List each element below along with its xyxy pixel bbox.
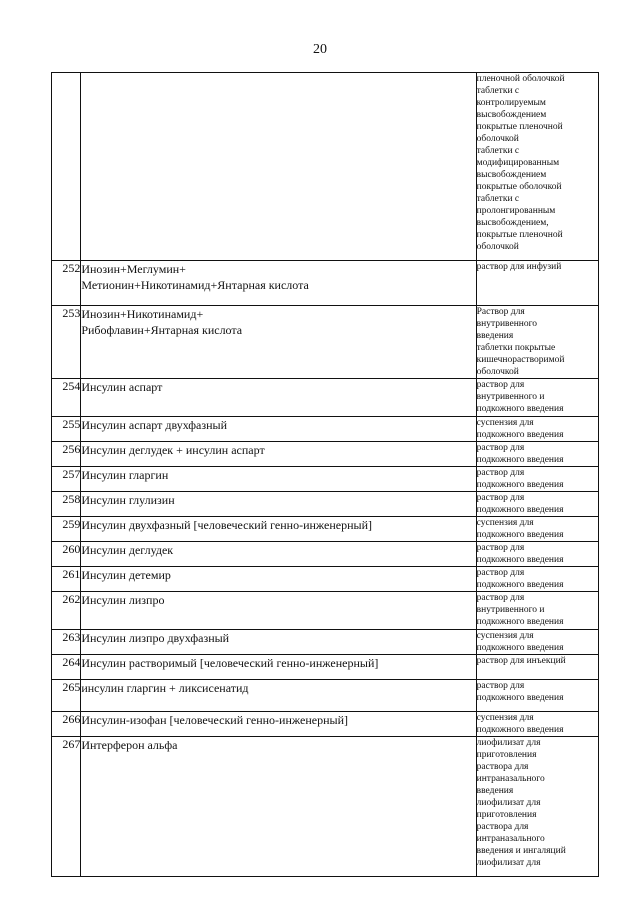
row-number: 261 bbox=[52, 567, 81, 592]
drug-name-cell bbox=[81, 630, 476, 655]
dosage-form-line: раствор для bbox=[476, 593, 525, 603]
drug-name-line: Инсулин деглудек + инсулин аспарт bbox=[81, 443, 265, 457]
drug-name-line: Инсулин деглудек bbox=[81, 543, 174, 557]
dosage-form-cell bbox=[476, 712, 598, 737]
dosage-form-line: Раствор для bbox=[476, 307, 525, 317]
dosage-form-line: суспензия для bbox=[476, 418, 534, 428]
dosage-form-cell bbox=[476, 442, 598, 467]
table-row bbox=[52, 492, 599, 517]
row-number: 263 bbox=[52, 630, 81, 655]
drug-name-line: Рибофлавин+Янтарная кислота bbox=[81, 323, 243, 337]
drug-name-cell bbox=[81, 417, 476, 442]
dosage-form-line: подкожного введения bbox=[476, 555, 564, 565]
row-number: 255 bbox=[52, 417, 81, 442]
dosage-form-line: раствор для bbox=[476, 468, 525, 478]
drug-name-cell bbox=[81, 379, 476, 417]
dosage-form-line: кишечнорастворимой bbox=[476, 355, 565, 365]
dosage-form-line: лиофилизат для bbox=[476, 858, 541, 868]
table-row bbox=[52, 567, 599, 592]
row-number: 256 bbox=[52, 442, 81, 467]
drug-name-line: Инозин+Меглумин+ bbox=[81, 262, 186, 276]
drug-table bbox=[51, 72, 599, 877]
dosage-form-line: пролонгированным bbox=[476, 206, 556, 216]
dosage-form-line: покрытые пленочной bbox=[476, 122, 563, 132]
dosage-form-line: таблетки с bbox=[476, 86, 520, 96]
dosage-form-line: подкожного введения bbox=[476, 580, 564, 590]
dosage-form-line: пленочной оболочкой bbox=[476, 74, 565, 84]
dosage-form-cell bbox=[476, 517, 598, 542]
table-row bbox=[52, 417, 599, 442]
dosage-form-line: таблетки с bbox=[476, 194, 520, 204]
drug-name-cell bbox=[81, 261, 476, 306]
drug-name-line: Инсулин гларгин bbox=[81, 468, 169, 482]
dosage-form-cell bbox=[476, 73, 598, 261]
dosage-form-line: раствор для bbox=[476, 543, 525, 553]
row-number: 258 bbox=[52, 492, 81, 517]
dosage-form-cell bbox=[476, 630, 598, 655]
table-row bbox=[52, 630, 599, 655]
dosage-form-line: интраназального bbox=[476, 834, 545, 844]
row-number bbox=[52, 73, 81, 261]
drug-name-cell bbox=[81, 592, 476, 630]
drug-name-cell bbox=[81, 567, 476, 592]
dosage-form-line: суспензия для bbox=[476, 713, 534, 723]
dosage-form-line: лиофилизат для bbox=[476, 798, 541, 808]
dosage-form-line: раствор для инфузий bbox=[476, 262, 562, 272]
dosage-form-line: приготовления bbox=[476, 810, 537, 820]
dosage-form-cell bbox=[476, 592, 598, 630]
dosage-form-line: таблетки с bbox=[476, 146, 520, 156]
row-number: 254 bbox=[52, 379, 81, 417]
drug-name-cell bbox=[81, 712, 476, 737]
dosage-form-line: суспензия для bbox=[476, 518, 534, 528]
dosage-form-line: высвобождением bbox=[476, 170, 547, 180]
dosage-form-line: подкожного введения bbox=[476, 430, 564, 440]
dosage-form-cell bbox=[476, 467, 598, 492]
drug-name-line: Инсулин аспарт двухфазный bbox=[81, 418, 228, 432]
table-row bbox=[52, 261, 599, 306]
dosage-form-line: приготовления bbox=[476, 750, 537, 760]
row-number: 260 bbox=[52, 542, 81, 567]
dosage-form-line: внутривенного bbox=[476, 319, 538, 329]
row-number: 265 bbox=[52, 680, 81, 712]
dosage-form-line: раствор для инъекций bbox=[476, 656, 566, 666]
dosage-form-line: подкожного введения bbox=[476, 643, 564, 653]
row-number: 267 bbox=[52, 737, 81, 877]
dosage-form-line: подкожного введения bbox=[476, 530, 564, 540]
dosage-form-line: раствор для bbox=[476, 681, 525, 691]
dosage-form-cell bbox=[476, 567, 598, 592]
dosage-form-line: оболочкой bbox=[476, 242, 519, 252]
table-row bbox=[52, 655, 599, 680]
dosage-form-cell bbox=[476, 306, 598, 379]
dosage-form-line: введения bbox=[476, 331, 514, 341]
table-row bbox=[52, 517, 599, 542]
dosage-form-line: раствора для bbox=[476, 762, 529, 772]
drug-name-cell bbox=[81, 542, 476, 567]
dosage-form-line: раствор для bbox=[476, 443, 525, 453]
drug-name-line: Инсулин глулизин bbox=[81, 493, 175, 507]
dosage-form-line: таблетки покрытые bbox=[476, 343, 556, 353]
table-row bbox=[52, 379, 599, 417]
dosage-form-line: подкожного введения bbox=[476, 404, 564, 414]
row-number: 264 bbox=[52, 655, 81, 680]
dosage-form-line: подкожного введения bbox=[476, 455, 564, 465]
row-number: 262 bbox=[52, 592, 81, 630]
table-row bbox=[52, 467, 599, 492]
drug-table-body bbox=[52, 73, 599, 877]
drug-name-cell bbox=[81, 492, 476, 517]
dosage-form-line: покрытые пленочной bbox=[476, 230, 563, 240]
dosage-form-cell bbox=[476, 261, 598, 306]
table-row bbox=[52, 542, 599, 567]
drug-name-line: Инозин+Никотинамид+ bbox=[81, 307, 204, 321]
dosage-form-line: введения и ингаляций bbox=[476, 846, 566, 856]
dosage-form-line: раствор для bbox=[476, 380, 525, 390]
dosage-form-cell bbox=[476, 737, 598, 877]
dosage-form-line: подкожного введения bbox=[476, 725, 564, 735]
row-number: 252 bbox=[52, 261, 81, 306]
drug-name-cell bbox=[81, 737, 476, 877]
dosage-form-cell bbox=[476, 417, 598, 442]
table-row bbox=[52, 73, 599, 261]
dosage-form-line: оболочкой bbox=[476, 367, 519, 377]
drug-name-line: Инсулин двухфазный [человеческий генно-инженерный] bbox=[81, 518, 373, 532]
drug-name-cell bbox=[81, 73, 476, 261]
dosage-form-line: лиофилизат для bbox=[476, 738, 541, 748]
dosage-form-cell bbox=[476, 379, 598, 417]
drug-name-cell bbox=[81, 655, 476, 680]
drug-name-line: Инсулин аспарт bbox=[81, 380, 163, 394]
row-number: 259 bbox=[52, 517, 81, 542]
table-row bbox=[52, 306, 599, 379]
table-row bbox=[52, 737, 599, 877]
dosage-form-line: подкожного введения bbox=[476, 617, 564, 627]
drug-name-cell bbox=[81, 680, 476, 712]
dosage-form-line: модифицированным bbox=[476, 158, 560, 168]
dosage-form-cell bbox=[476, 655, 598, 680]
dosage-form-line: раствор для bbox=[476, 568, 525, 578]
table-row bbox=[52, 680, 599, 712]
drug-name-line: Инсулин лизпро bbox=[81, 593, 165, 607]
table-row bbox=[52, 712, 599, 737]
dosage-form-cell bbox=[476, 542, 598, 567]
drug-name-cell bbox=[81, 442, 476, 467]
dosage-form-line: суспензия для bbox=[476, 631, 534, 641]
drug-name-line: Инсулин растворимый [человеческий генно-инженерный] bbox=[81, 656, 379, 670]
dosage-form-line: подкожного введения bbox=[476, 693, 564, 703]
dosage-form-line: контролируемым bbox=[476, 98, 546, 108]
dosage-form-line: раствора для bbox=[476, 822, 529, 832]
dosage-form-line: высвобождением bbox=[476, 110, 547, 120]
drug-name-cell bbox=[81, 517, 476, 542]
dosage-form-line: покрытые оболочкой bbox=[476, 182, 562, 192]
dosage-form-cell bbox=[476, 492, 598, 517]
drug-name-cell bbox=[81, 467, 476, 492]
row-number: 266 bbox=[52, 712, 81, 737]
dosage-form-line: высвобождением, bbox=[476, 218, 549, 228]
dosage-form-cell bbox=[476, 680, 598, 712]
dosage-form-line: подкожного введения bbox=[476, 505, 564, 515]
drug-name-cell bbox=[81, 306, 476, 379]
dosage-form-line: подкожного введения bbox=[476, 480, 564, 490]
drug-name-line: Инсулин-изофан [человеческий генно-инженерный] bbox=[81, 713, 348, 727]
row-number: 257 bbox=[52, 467, 81, 492]
dosage-form-line: раствор для bbox=[476, 493, 525, 503]
table-row bbox=[52, 442, 599, 467]
dosage-form-line: оболочкой bbox=[476, 134, 519, 144]
page-number: 20 bbox=[313, 42, 327, 57]
drug-name-line: инсулин гларгин + ликсисенатид bbox=[81, 681, 249, 695]
drug-name-line: Инсулин детемир bbox=[81, 568, 171, 582]
drug-name-line: Интерферон альфа bbox=[81, 738, 178, 752]
table-row bbox=[52, 592, 599, 630]
drug-name-line: Метионин+Никотинамид+Янтарная кислота bbox=[81, 278, 309, 292]
dosage-form-line: внутривенного и bbox=[476, 392, 545, 402]
dosage-form-line: интраназального bbox=[476, 774, 545, 784]
dosage-form-line: введения bbox=[476, 786, 514, 796]
dosage-form-line: внутривенного и bbox=[476, 605, 545, 615]
drug-name-line: Инсулин лизпро двухфазный bbox=[81, 631, 230, 645]
row-number: 253 bbox=[52, 306, 81, 379]
